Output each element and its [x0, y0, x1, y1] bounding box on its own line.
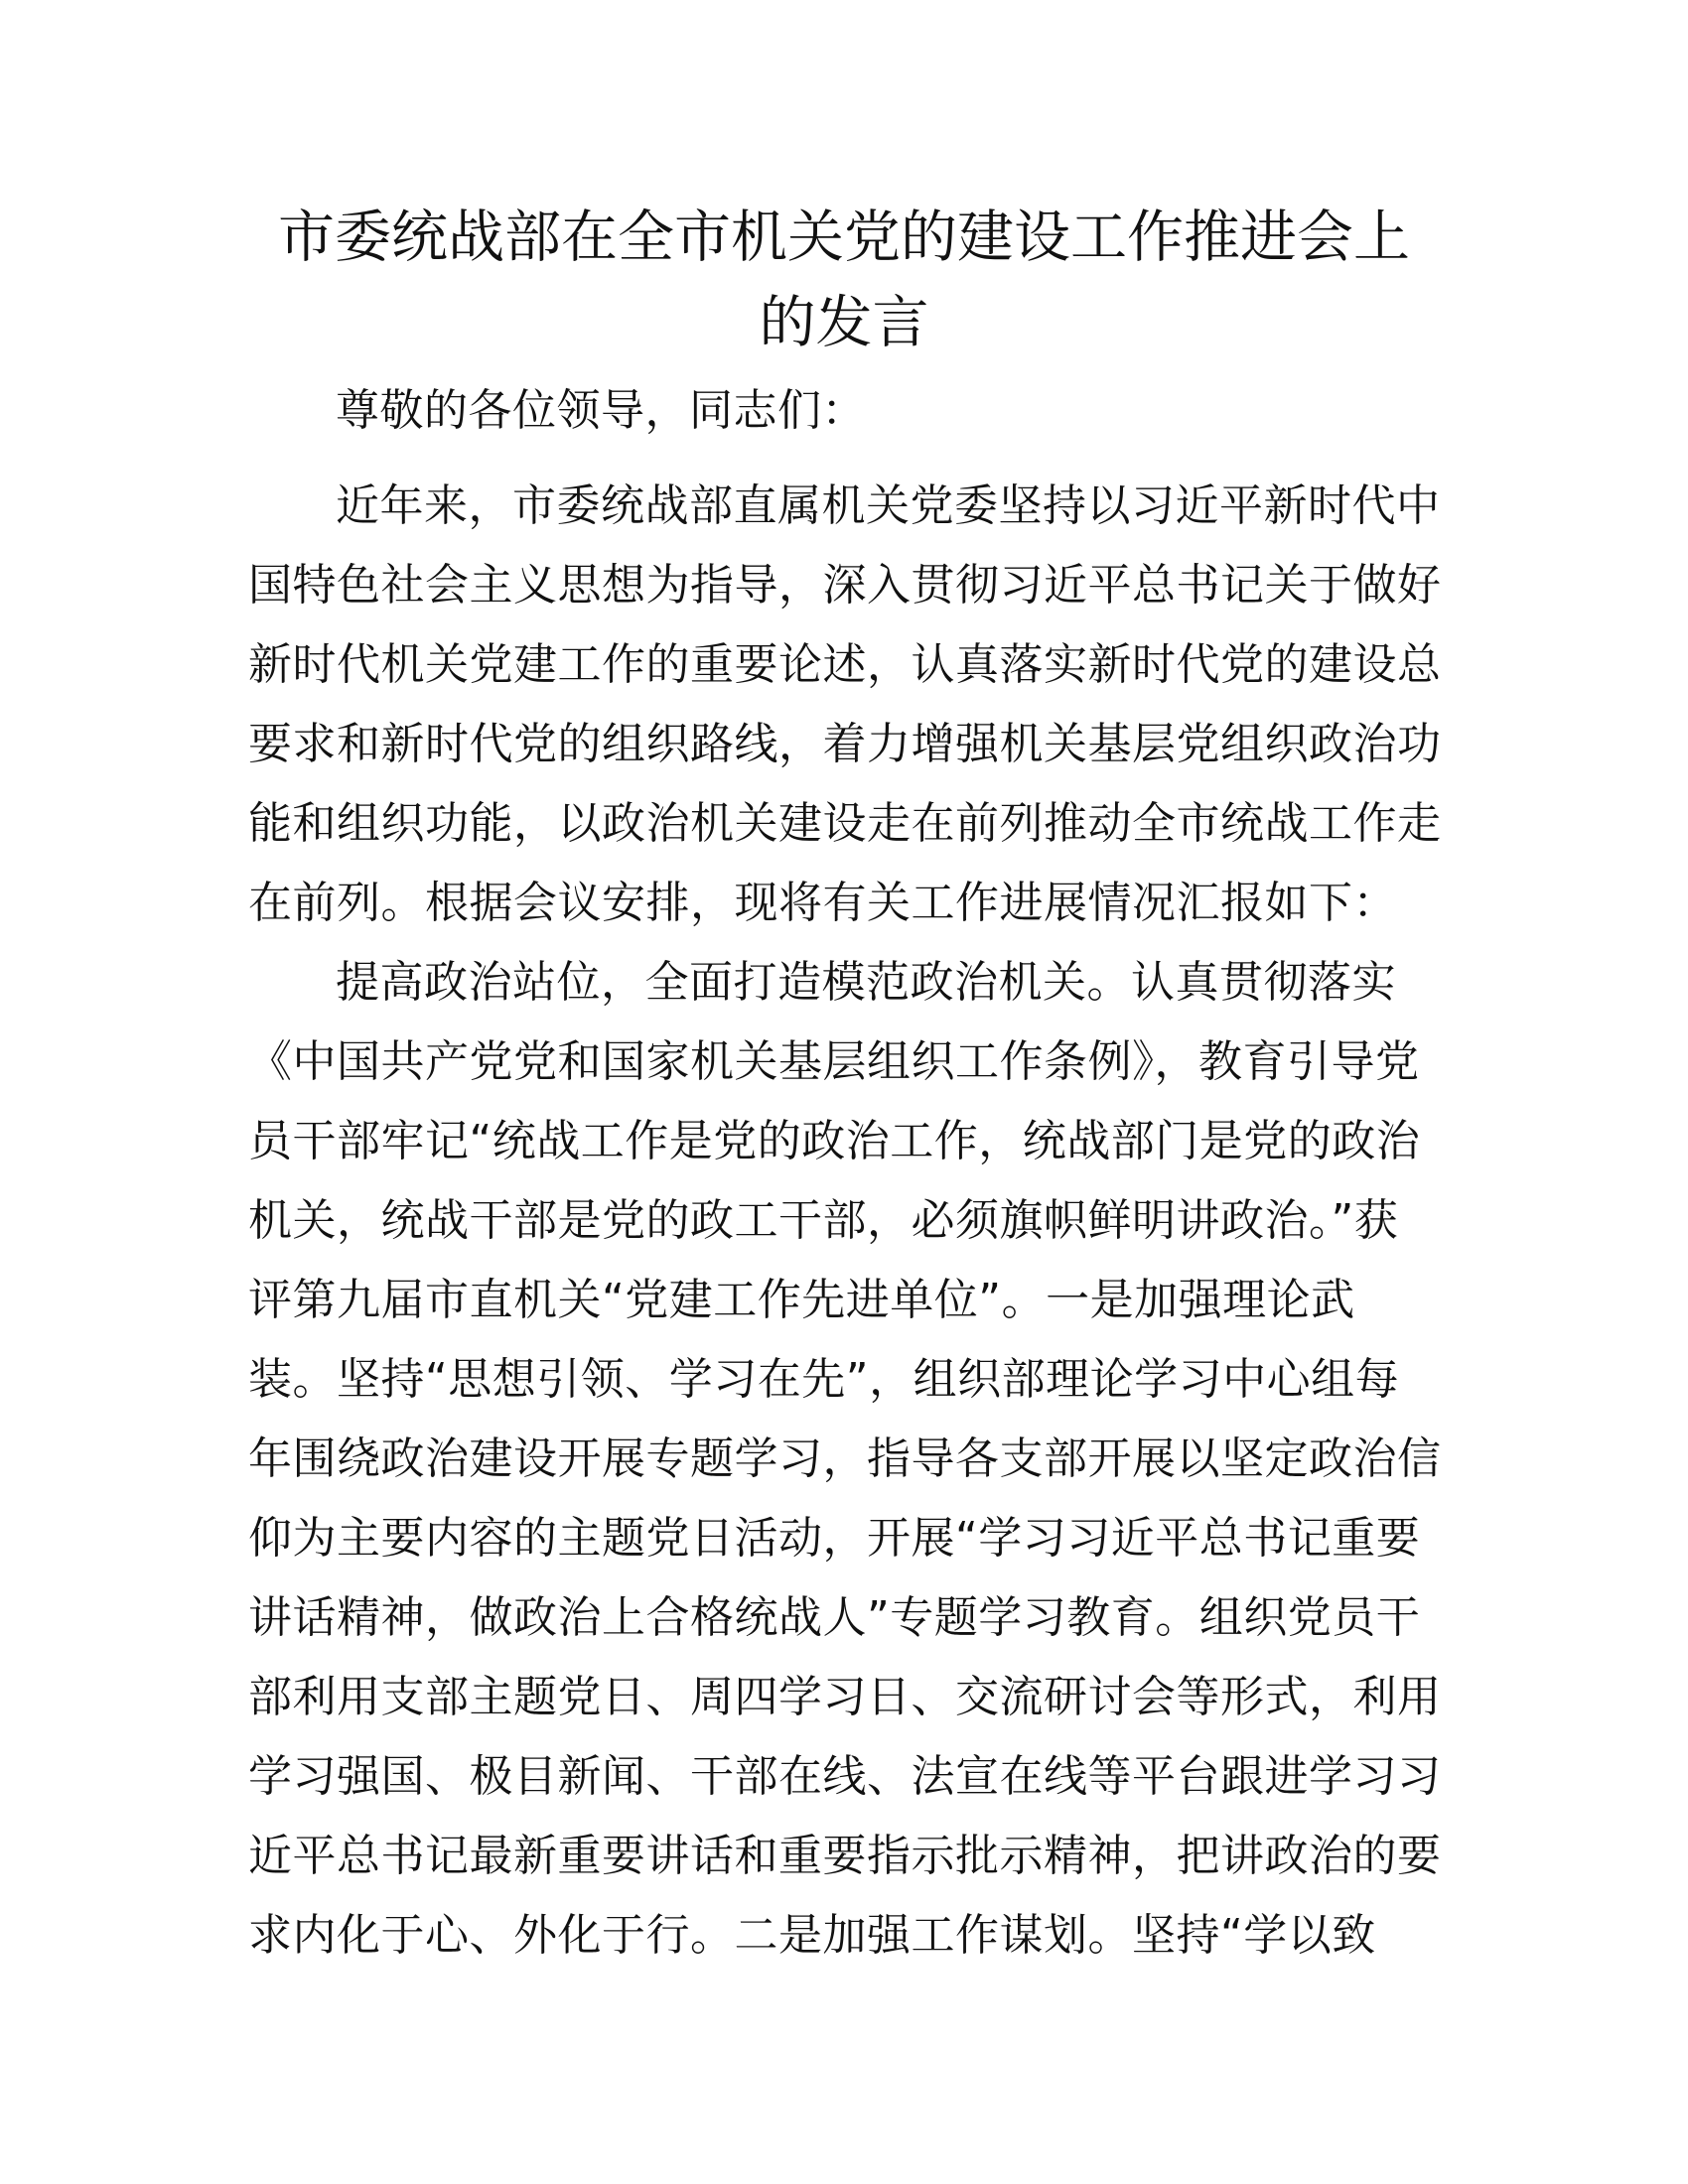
document-title [238, 195, 1450, 365]
paragraph-2-line: 学习强国、极目新闻、干部在线、法宣在线等平台跟进学习习 [248, 1751, 1442, 1802]
paragraph-2-line: 评第九届市直机关“党建工作先进单位”。一是加强理论武 [248, 1275, 1355, 1325]
paragraph-1-line: 能和组织功能，以政治机关建设走在前列推动全市统战工作走 [248, 798, 1442, 849]
paragraph-2-line: 近平总书记最新重要讲话和重要指示批示精神，把讲政治的要 [248, 1831, 1442, 1881]
salutation: 尊敬的各位领导，同志们： [336, 385, 866, 436]
title-line-1: 市委统战部在全市机关党的建设工作推进会上 [278, 205, 1410, 270]
paragraph-1-line: 在前列。根据会议安排，现将有关工作进展情况汇报如下： [248, 878, 1397, 928]
paragraph-2-line: 年围绕政治建设开展专题学习，指导各支部开展以坚定政治信 [248, 1433, 1442, 1484]
paragraph-2-line: 部利用支部主题党日、周四学习日、交流研讨会等形式，利用 [248, 1672, 1442, 1722]
paragraph-1-line: 要求和新时代党的组织路线，着力增强机关基层党组织政治功 [248, 719, 1442, 769]
paragraph-1-line: 近年来，市委统战部直属机关党委坚持以习近平新时代中 [336, 480, 1441, 531]
title-line-2: 的发言 [759, 290, 929, 355]
paragraph-1-line: 国特色社会主义思想为指导，深入贯彻习近平总书记关于做好 [248, 560, 1442, 611]
paragraph-2-line: 员干部牢记“统战工作是党的政治工作，统战部门是党的政治 [248, 1116, 1421, 1166]
paragraph-2-line: 装。坚持“思想引领、学习在先”，组织部理论学习中心组每 [248, 1354, 1400, 1405]
paragraph-2-line: 提高政治站位，全面打造模范政治机关。认真贯彻落实 [336, 957, 1396, 1008]
paragraph-2-line: 《中国共产党党和国家机关基层组织工作条例》，教育引导党 [248, 1036, 1420, 1087]
paragraph-1-line: 新时代机关党建工作的重要论述，认真落实新时代党的建设总 [248, 639, 1442, 690]
paragraph-2-line: 机关，统战干部是党的政工干部，必须旗帜鲜明讲政治。”获 [248, 1195, 1399, 1246]
paragraph-2-line: 讲话精神，做政治上合格统战人”专题学习教育。组织党员干 [248, 1592, 1421, 1643]
paragraph-2-line: 仰为主要内容的主题党日活动，开展“学习习近平总书记重要 [248, 1513, 1421, 1564]
paragraph-2-line: 求内化于心、外化于行。二是加强工作谋划。坚持“学以致 [248, 1910, 1376, 1961]
